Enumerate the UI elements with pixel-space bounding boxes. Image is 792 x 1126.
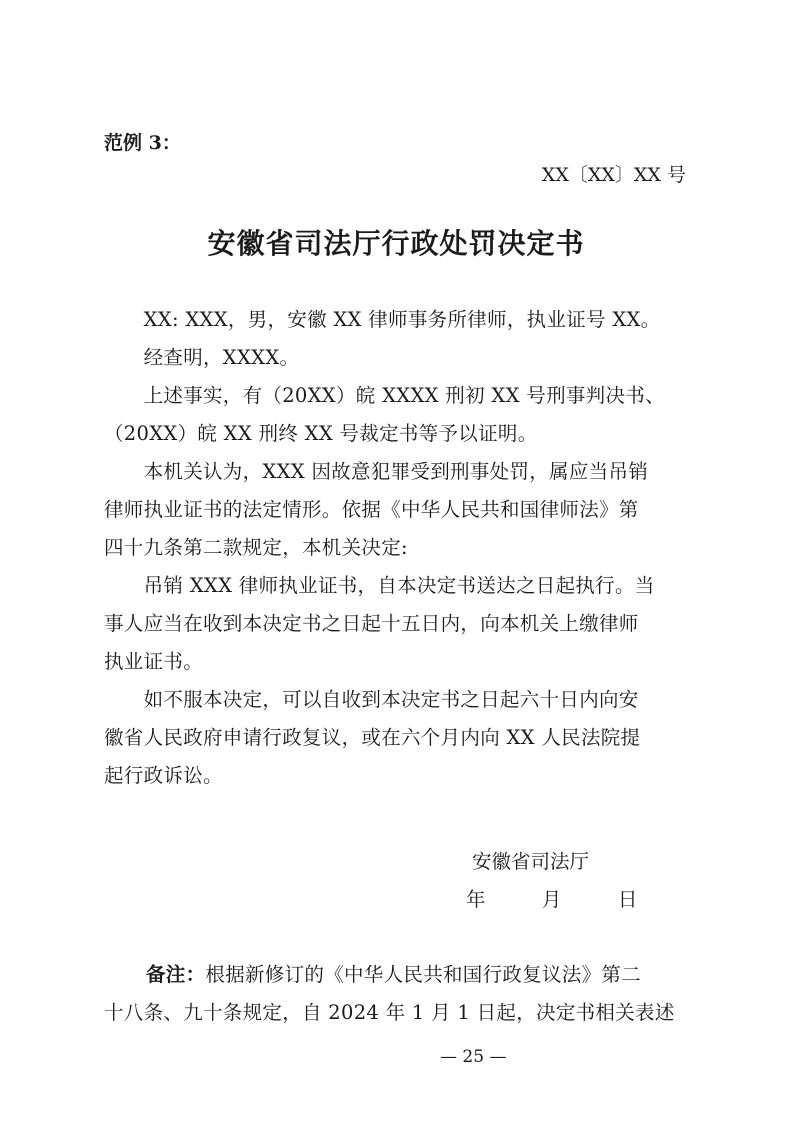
note-label: 备注： [146, 963, 206, 986]
body-line: 徽省人民政府申请行政复议，或在六个月内向 XX 人民法院提 [104, 726, 641, 749]
document-title: 安徽省司法厅行政处罚决定书 [207, 227, 585, 260]
note-line: 十八条、九十条规定，自 2024 年 1 月 1 日起，决定书相关表述 [104, 1001, 675, 1024]
body-line: XX: XXX，男，安徽 XX 律师事务所律师，执业证号 XX。 [104, 308, 661, 331]
body-line: 本机关认为，XXX 因故意犯罪受到刑事处罚，属应当吊销 [104, 460, 649, 483]
body-line: 律师执业证书的法定情形。依据《中华人民共和国律师法》第 [104, 498, 639, 521]
date-year: 年 [466, 888, 486, 911]
page-number: — 25 — [440, 1047, 507, 1067]
body-line: 事人应当在收到本决定书之日起十五日内，向本机关上缴律师 [104, 612, 639, 635]
body-line: 如不服本决定，可以自收到本决定书之日起六十日内向安 [104, 688, 639, 711]
body-line: 起行政诉讼。 [104, 764, 223, 787]
body-line: 上述事实，有（20XX）皖 XXXX 刑初 XX 号刑事判决书、 [104, 384, 665, 407]
date-month: 月 [541, 888, 562, 911]
note-text-1: 根据新修订的《中华人民共和国行政复议法》第二 [205, 963, 642, 986]
date-day: 日 [617, 888, 638, 911]
body-line: 执业证书。 [104, 650, 204, 673]
signature-organization: 安徽省司法厅 [472, 850, 590, 873]
body-line: 四十九条第二款规定，本机关决定: [104, 536, 408, 559]
example-label: 范例 3： [104, 132, 181, 154]
document-number: XX〔XX〕XX 号 [541, 164, 686, 186]
body-line: 经查明，XXXX。 [104, 346, 300, 369]
body-line: 吊销 XXX 律师执业证书，自本决定书送达之日起执行。当 [104, 574, 655, 597]
note-line [104, 959, 641, 987]
body-line: （20XX）皖 XX 刑终 XX 号裁定书等予以证明。 [104, 422, 538, 445]
signature-date [466, 884, 637, 912]
